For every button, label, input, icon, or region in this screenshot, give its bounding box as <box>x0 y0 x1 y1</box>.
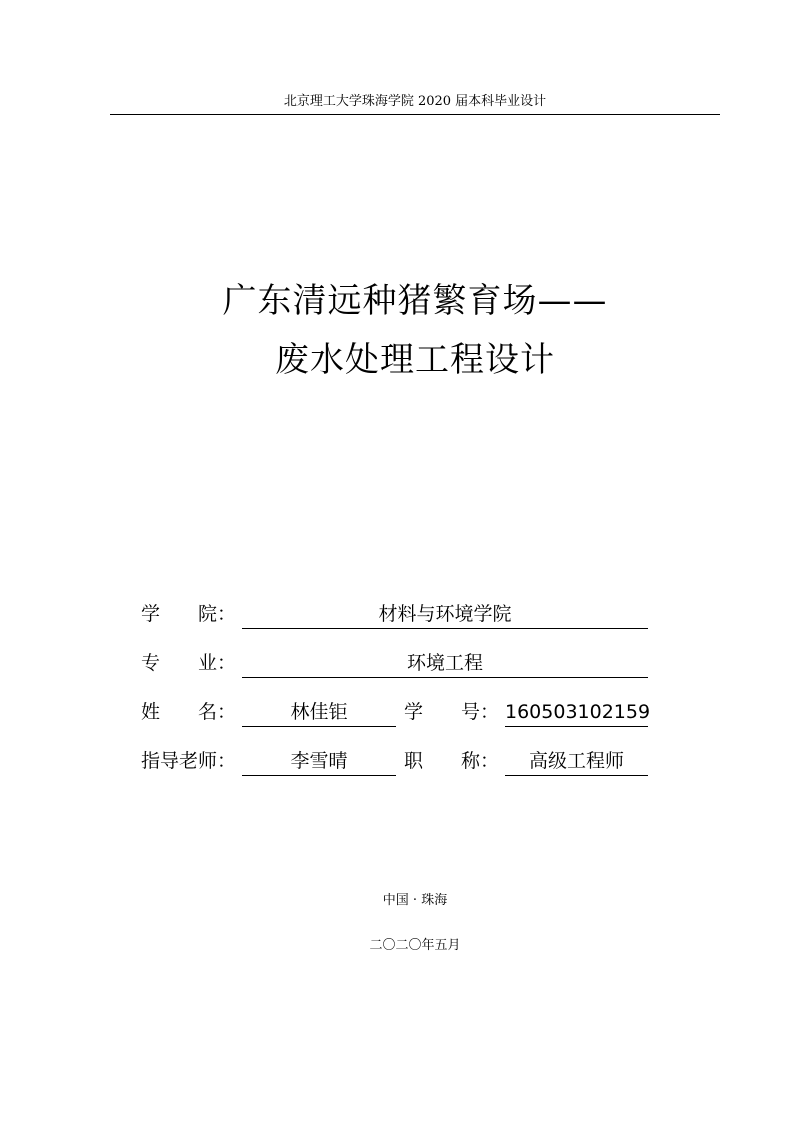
advisor-label: 指导老师： <box>141 750 237 772</box>
major-label: 专 业： <box>141 652 237 674</box>
header-rule <box>110 114 720 115</box>
advisor-value: 李雪晴 <box>242 749 396 776</box>
thesis-title-line-2: 废水处理工程设计 <box>275 340 555 380</box>
location-text: 中国 · 珠海 <box>382 893 448 908</box>
professional-title-label: 职 称： <box>404 750 500 772</box>
name-value: 林佳钜 <box>242 700 396 727</box>
college-label: 学 院： <box>141 603 237 625</box>
date-text: 二〇二〇年五月 <box>369 938 461 953</box>
professional-title-value: 高级工程师 <box>505 749 648 776</box>
college-value: 材料与环境学院 <box>242 602 648 629</box>
student-id-label: 学 号： <box>404 701 500 723</box>
student-id-value: 160503102159 <box>505 700 648 727</box>
major-value: 环境工程 <box>242 651 648 678</box>
running-header: 北京理工大学珠海学院 2020 届本科毕业设计 <box>283 94 547 109</box>
thesis-title-line-1: 广东清远种猪繁育场—— <box>222 281 608 321</box>
name-label: 姓 名： <box>141 701 237 723</box>
